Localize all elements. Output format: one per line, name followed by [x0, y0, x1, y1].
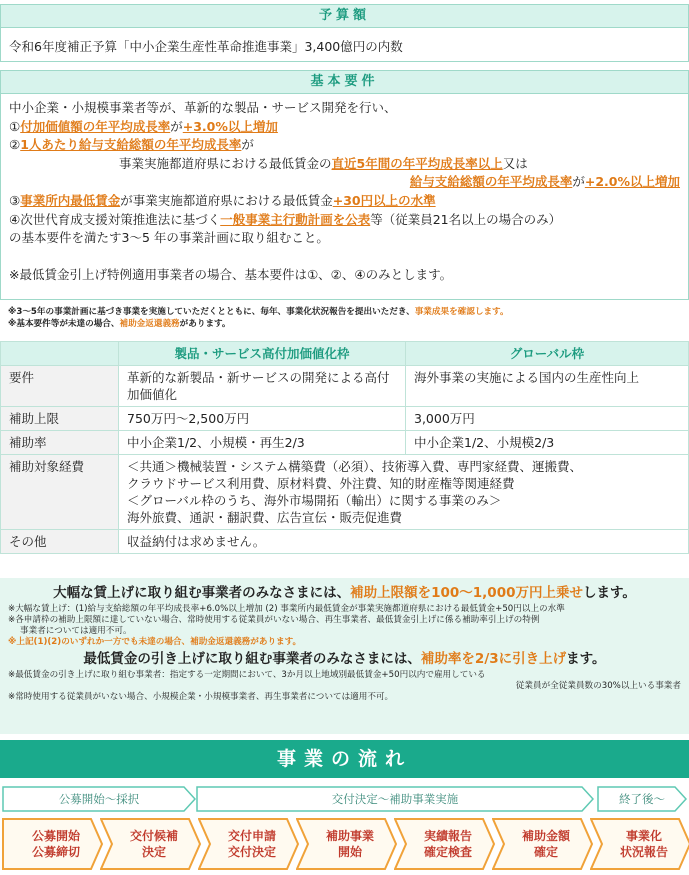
phase-after-completion: 終了後～ [597, 786, 687, 812]
step-amount-fixed: 補助金額 確定 [492, 818, 594, 870]
bonus-note: ※大幅な賃上げ：(1)給与支給総額の年平均成長率+6.0%以上増加 (2) 事業所内最低賃金が事業実施都道府県における最低賃金+50円以上の水準 [8, 604, 565, 614]
step-open-close: 公募開始 公募締切 [2, 818, 104, 870]
requirement-2-alt: 給与支給総額の年平均成長率が+2.0%以上増加 [409, 174, 680, 190]
requirement-2: ②1人あたり給与支給総額の年平均成長率が [9, 137, 254, 153]
requirement-2-detail: 事業実施都道府県における最低賃金の直近5年間の年平均成長率以上又は [119, 155, 528, 171]
col-header-global: グローバル枠 [406, 342, 689, 366]
step-candidate-decision: 交付候補 決定 [100, 818, 202, 870]
cell-other: 収益納付は求めません。 [119, 530, 689, 554]
requirement-4: ④次世代育成支援対策推進法に基づく一般事業主行動計画を公表等（従業員21名以上の場合のみ） [9, 211, 562, 227]
bonus-minwage-title: 最低賃金の引き上げに取り組む事業者のみなさまには、補助率を2/3に引き上げます。 [83, 651, 606, 667]
table-row [1, 366, 689, 407]
grant-table [0, 341, 689, 554]
flow-header: 事業の流れ [0, 740, 689, 778]
table-row [1, 431, 689, 455]
phase-recruitment: 公募開始～採択 [2, 786, 196, 812]
requirement-1: ①付加価値額の年平均成長率が+3.0%以上増加 [9, 118, 278, 134]
notes-top [8, 306, 683, 330]
cell-rate-high-value: 中小企業1/2、小規模・再生2/3 [119, 431, 406, 455]
requirements-special-note: ※最低賃金引上げ特例適用事業者の場合、基本要件は①、②、④のみとします。 [9, 266, 453, 282]
col-header-high-value: 製品・サービス高付加価値化枠 [119, 342, 406, 366]
requirements-summary: の基本要件を満たす3～5 年の事業計画に取り組むこと。 [9, 230, 329, 246]
cell-requirement-global: 海外事業の実施による国内の生産性向上 [406, 366, 689, 407]
requirements-body [0, 94, 689, 300]
step-status-report: 事業化 状況報告 [590, 818, 689, 870]
note-return: ※基本要件等が未達の場合、補助金返還義務があります。 [8, 319, 231, 329]
bonus-note: ※各申請枠の補助上限額に達していない場合、常時使用する従業員がいない場合、再生事業者、最低賃金引上げに係る補助率引上げの特例 [8, 615, 540, 625]
cell-requirement-high-value: 革新的な新製品・新サービスの開発による高付加価値化 [119, 366, 406, 407]
table-row [1, 455, 689, 530]
requirements-intro: 中小企業・小規模事業者等が、革新的な製品・サービス開発を行い、 [9, 100, 397, 115]
row-label-requirement: 要件 [1, 366, 119, 407]
budget-header: 予算額 [0, 4, 689, 28]
requirement-3: ③事業所内最低賃金が事業実施都道府県における最低賃金+30円以上の水準 [9, 192, 436, 208]
note-report: ※3～5年の事業計画に基づき事業を実施していただくとともに、毎年、事業化状況報告を提出いただき、事業成果を確認します。 [8, 307, 509, 317]
bonus-note: 事業者については適用不可。 [20, 626, 132, 636]
row-label-expenses: 補助対象経費 [1, 455, 119, 530]
cell-rate-global: 中小企業1/2、小規模2/3 [406, 431, 689, 455]
phase-grant-execution: 交付決定～補助事業実施 [196, 786, 594, 812]
table-row [1, 407, 689, 431]
bonus-note: ※常時使用する従業員がいない場合、小規模企業・小規模事業者、再生事業者については適用不可。 [8, 692, 394, 702]
cell-cap-global: 3,000万円 [406, 407, 689, 431]
table-header-row [1, 342, 689, 366]
bonus-wage-title: 大幅な賃上げに取り組む事業者のみなさまには、補助上限額を100～1,000万円上乗せします。 [53, 585, 636, 601]
table-corner [1, 342, 119, 366]
step-project-start: 補助事業 開始 [296, 818, 398, 870]
cell-cap-high-value: 750万円～2,500万円 [119, 407, 406, 431]
bonus-note: ※最低賃金の引き上げに取り組む事業者：指定する一定期間において、3か月以上地域別最低賃金+50円以内で雇用している [8, 670, 486, 680]
bonus-note: 従業員が全従業員数の30%以上いる事業者 [515, 681, 681, 691]
step-report-inspection: 実績報告 確定検査 [394, 818, 496, 870]
requirements-header: 基本要件 [0, 70, 689, 94]
bonus-section [0, 578, 689, 734]
step-application-decision: 交付申請 交付決定 [198, 818, 300, 870]
budget-text: 令和6年度補正予算「中小企業生産性革命推進事業」3,400億円の内数 [0, 28, 689, 62]
table-row [1, 530, 689, 554]
row-label-rate: 補助率 [1, 431, 119, 455]
row-label-cap: 補助上限 [1, 407, 119, 431]
bonus-note-warning: ※上記(1)(2)のいずれか一方でも未達の場合、補助金返還義務があります。 [8, 637, 302, 647]
cell-expenses: ＜共通＞機械装置・システム構築費（必須）、技術導入費、専門家経費、運搬費、 クラウドサービス利用費、原材料費、外注費、知的財産権等関連経費 ＜グローバル枠のうち、海外市場開拓（輸出）に関する事業のみ＞ 海外旅費、通訳・翻訳費、広告宣伝・販売促進費 [119, 455, 689, 530]
row-label-other: その他 [1, 530, 119, 554]
